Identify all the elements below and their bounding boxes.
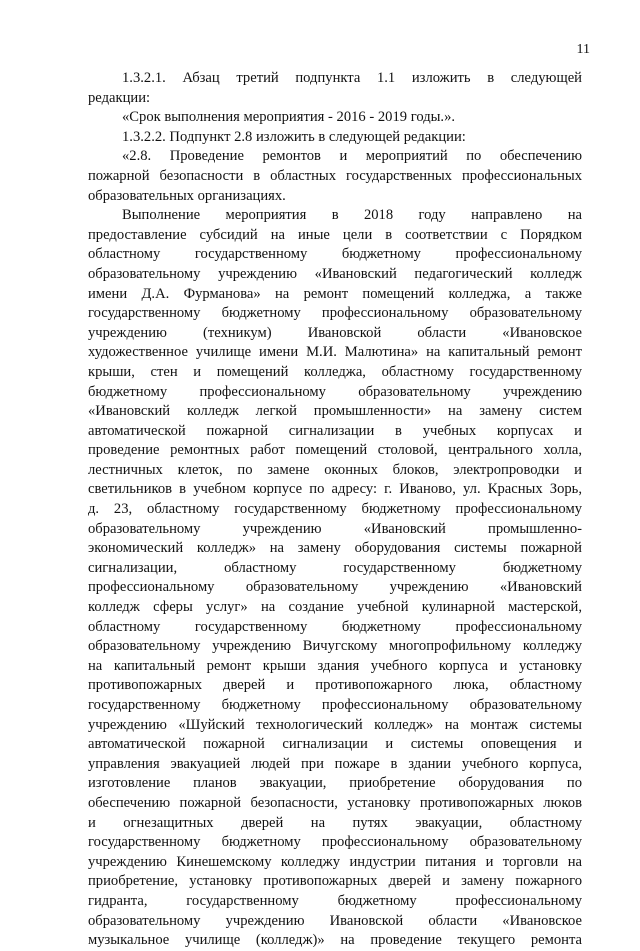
text-line: образовательных организациях. xyxy=(88,187,286,204)
text-line: обеспечению пожарной безопасности, установку противопожарных люков xyxy=(88,794,582,811)
text-line: пожарной безопасности в областных государственных профессиональных xyxy=(88,167,582,184)
text-line: областному государственному бюджетному профессиональному xyxy=(88,618,582,635)
text-line: предоставление субсидий на иные цели в соответствии с Порядком xyxy=(88,226,582,243)
text-line: гидранта, государственному бюджетному профессиональному xyxy=(88,892,582,909)
text-line: бюджетному профессиональному образовательному учреждению xyxy=(88,383,582,400)
text-line: проведение ремонтных работ помещений столовой, центрального холла, xyxy=(88,442,582,459)
text-line: государственному бюджетному профессиональному образовательному xyxy=(88,834,582,851)
text-line: учреждению «Шуйский технологический колледж» на монтаж системы xyxy=(88,716,582,733)
text-line: автоматической пожарной сигнализации и системы оповещения и xyxy=(88,736,582,753)
text-line: 1.3.2.2. Подпункт 2.8 изложить в следующей редакции: xyxy=(122,128,466,145)
text-line: управления эвакуацией людей при пожаре в здании учебного корпуса, xyxy=(88,755,582,772)
text-line: «2.8. Проведение ремонтов и мероприятий по обеспечению xyxy=(122,148,582,165)
text-line: профессиональному образовательному учреждению «Ивановский xyxy=(88,579,582,596)
text-line: Выполнение мероприятия в 2018 году направлено на xyxy=(122,207,582,224)
text-line: учреждению (техникум) Ивановской области «Ивановское xyxy=(88,324,582,341)
text-line: лестничных клеток, по замене оконных блоков, электропроводки и xyxy=(88,461,582,478)
text-line: изготовление планов эвакуации, приобретение оборудования по xyxy=(88,775,582,792)
text-line: государственному бюджетному профессиональному образовательному xyxy=(88,697,582,713)
text-line: противопожарных дверей и противопожарного люка, областному xyxy=(88,677,582,694)
text-line: крыши, стен и помещений колледжа, областному государственному xyxy=(88,363,582,380)
text-line: автоматической пожарной сигнализации в учебных корпусах и xyxy=(88,422,582,439)
text-line: приобретение, установку противопожарных дверей и замену пожарного xyxy=(88,873,582,890)
text-line: имени Д.А. Фурманова» на ремонт помещений колледжа, а также xyxy=(88,285,582,302)
text-line: сигнализации, областному государственному бюджетному xyxy=(88,559,582,576)
text-line: «Срок выполнения мероприятия - 2016 - 2019 годы.». xyxy=(122,109,456,126)
text-line: государственному бюджетному профессиональному образовательному xyxy=(88,305,582,322)
text-line: светильников в учебном корпусе по адресу: г. Иваново, ул. Красных Зорь, xyxy=(88,481,582,498)
text-line: областному государственному бюджетному профессиональному xyxy=(88,246,582,263)
text-line: учреждению Кинешемскому колледжу индустрии питания и торговли на xyxy=(88,853,582,870)
text-line: образовательному учреждению Ивановской области «Ивановское xyxy=(88,912,582,929)
text-line: на капитальный ремонт крыши здания учебного корпуса и установку xyxy=(88,657,582,674)
text-line: «Ивановский колледж легкой промышленности» на замену систем xyxy=(88,403,582,420)
text-line: колледж сферы услуг» на создание учебной кулинарной мастерской, xyxy=(88,599,582,616)
text-line: 1.3.2.1. Абзац третий подпункта 1.1 изложить в следующей xyxy=(122,70,582,86)
text-line: и огнезащитных дверей на путях эвакуации, областному xyxy=(88,814,582,831)
text-line: образовательному учреждению Вичугскому многопрофильному колледжу xyxy=(88,638,582,655)
text-line: экономический колледж» на замену оборудования системы пожарной xyxy=(88,540,582,557)
body-text xyxy=(88,69,582,951)
text-line: художественное училище имени М.И. Малютина» на капитальный ремонт xyxy=(88,344,582,361)
text-line: редакции: xyxy=(88,89,151,106)
text-line: образовательному учреждению «Ивановский педагогический колледж xyxy=(88,265,582,282)
page-number: 11 xyxy=(576,42,590,57)
text-line: образовательному учреждению «Ивановский промышленно- xyxy=(88,520,582,537)
text-line: музыкальное училище (колледж)» на проведение текущего ремонта xyxy=(88,932,582,949)
text-line: д. 23, областному государственному бюджетному профессиональному xyxy=(88,501,582,518)
